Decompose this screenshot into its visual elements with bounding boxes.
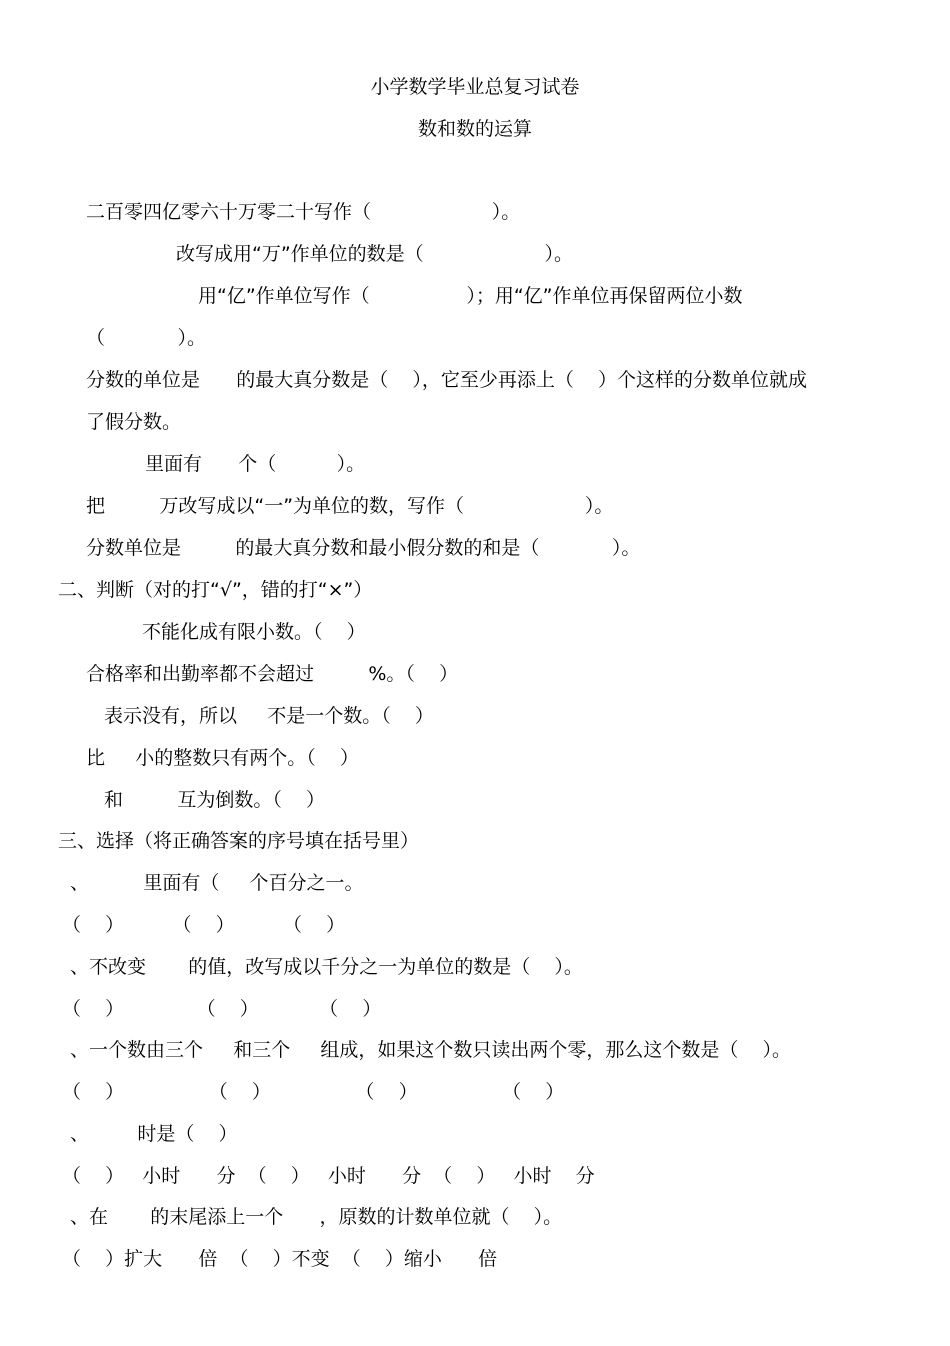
answer-options: （ ） 小时 分 （ ） 小时 分 （ ） 小时 分: [62, 1165, 595, 1187]
question-line: 合格率和出勤率都不会超过 %。（ ）: [86, 663, 459, 685]
question-line: 表示没有，所以 不是一个数。（ ）: [104, 705, 434, 727]
question-line: 比 小的整数只有两个。（ ）: [86, 747, 359, 769]
question-line: 、 时是（ ）: [70, 1123, 238, 1145]
question-line: 改写成用“万”作单位的数是（ ）。: [176, 243, 573, 265]
question-line: 把 万改写成以“一”为单位的数，写作（ ）。: [86, 495, 614, 517]
question-line: 分数单位是 的最大真分数和最小假分数的和是（ ）。: [86, 537, 641, 559]
question-line: 分数的单位是 的最大真分数是（ ），它至少再添上（ ）个这样的分数单位就成: [86, 369, 808, 391]
question-line: 、 里面有（ 个百分之一。: [70, 872, 364, 894]
answer-options: （ ） （ ） （ ）: [62, 914, 346, 936]
question-line: 、不改变 的值，改写成以千分之一为单位的数是（ ）。: [70, 956, 583, 978]
section-heading: 三、选择（将正确答案的序号填在括号里）: [58, 830, 420, 852]
question-line: 里面有 个（ ）。: [145, 453, 366, 475]
answer-options: （ ） （ ） （ ）: [62, 998, 382, 1020]
question-line: 和 互为倒数。（ ）: [104, 789, 326, 811]
document-subtitle: 数和数的运算: [417, 118, 532, 140]
question-line: （ ）。: [86, 327, 206, 349]
question-line: 不能化成有限小数。（ ）: [142, 621, 366, 643]
answer-options: （ ）扩大 倍 （ ）不变 （ ）缩小 倍: [62, 1248, 498, 1270]
answer-options: （ ） （ ） （ ） （ ）: [62, 1081, 565, 1103]
question-line: 了假分数。: [86, 411, 182, 433]
question-line: 、在 的末尾添上一个 ，原数的计数单位就（ ）。: [70, 1206, 563, 1228]
document-title: 小学数学毕业总复习试卷: [370, 76, 580, 98]
question-line: 用“亿”作单位写作（ ）；用“亿”作单位再保留两位小数: [198, 285, 743, 307]
section-heading: 二、判断（对的打“√”，错的打“×”）: [58, 579, 373, 601]
question-line: 二百零四亿零六十万零二十写作（ ）。: [86, 201, 521, 223]
question-line: 、一个数由三个 和三个 组成，如果这个数只读出两个零，那么这个数是（ ）。: [70, 1039, 792, 1061]
